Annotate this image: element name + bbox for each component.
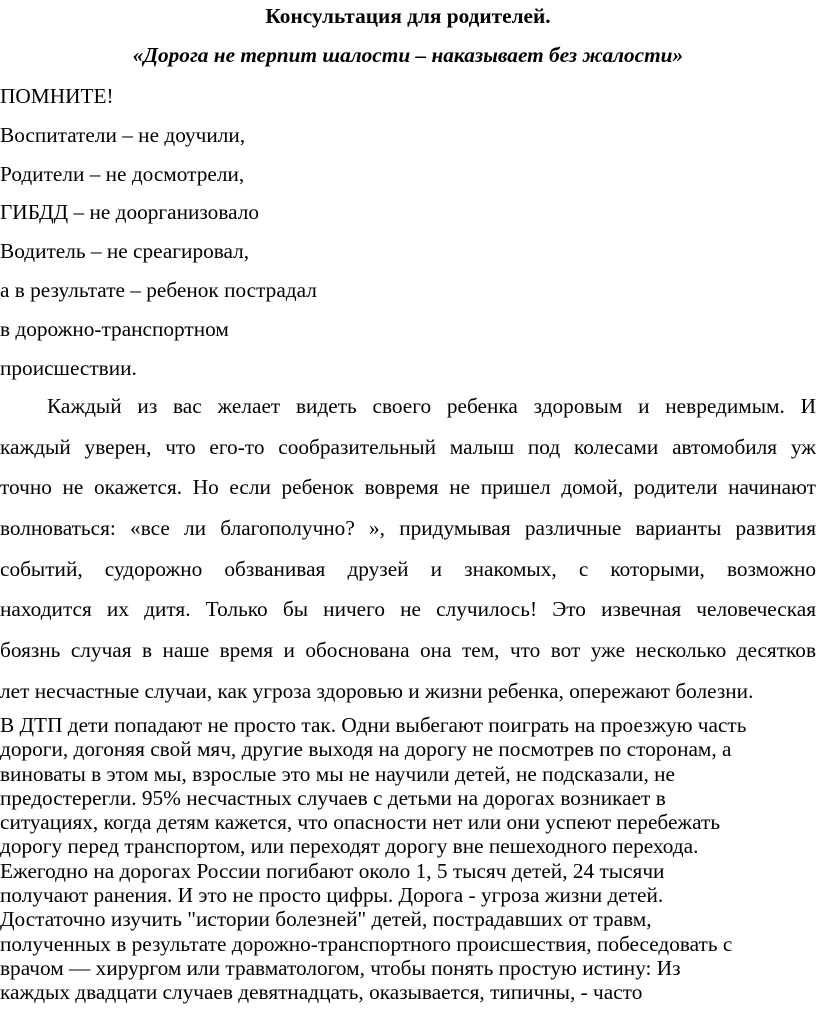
document-title: Консультация для родителей.	[265, 4, 551, 28]
paragraph-line: дороги, догоняя свой мяч, другие выходя на дорогу не посмотрев по сторонам, а	[0, 737, 732, 762]
document-subtitle: «Дорога не терпит шалости – наказывает без жалости»	[132, 43, 684, 67]
paragraph-line: получают ранения. И это не просто цифры. Дорога - угроза жизни детей.	[0, 883, 664, 908]
paragraph-line: лет несчастные случаи, как угроза здоровью и жизни ребенка, опережают болезни.	[0, 678, 754, 703]
paragraph-line: врачом — хирургом или травматологом, чтобы понять простую истину: Из	[0, 955, 681, 980]
paragraph-line: боязнь случая в наше время и обоснована она тем, что вот уже несколько десятков	[0, 638, 816, 663]
paragraph-1	[0, 391, 816, 717]
poem-line: происшествии.	[0, 355, 137, 380]
paragraph-line: волноваться: «все ли благополучно? », придумывая различные варианты развития	[0, 516, 816, 541]
poem-line: в дорожно-транспортном	[0, 316, 229, 341]
paragraph-line: находится их дитя. Только бы ничего не случилось! Это извечная человеческая	[0, 597, 816, 622]
poem-line: Родители – не досмотрели,	[0, 161, 245, 186]
paragraph-line: Ежегодно на дорогах России погибают около 1, 5 тысяч детей, 24 тысячи	[0, 858, 665, 883]
paragraph-line: событий, судорожно обзванивая друзей и знакомых, с которыми, возможно	[0, 556, 816, 581]
poem-line: ГИБДД – не доорганизовало	[0, 200, 260, 225]
paragraph-line: полученных в результате дорожно-транспортного происшествия, побеседовать с	[0, 931, 733, 956]
paragraph-line: Достаточно изучить "истории болезней" детей, пострадавших от травм,	[0, 907, 652, 932]
paragraph-line: каждых двадцати случаев девятнадцать, оказывается, типичны, - часто	[0, 980, 643, 1005]
poem-line: ПОМНИТЕ!	[0, 84, 114, 108]
poem-block	[0, 81, 317, 391]
paragraph-line: виноваты в этом мы, взрослые это мы не научили детей, не подсказали, не	[0, 761, 675, 786]
poem-line: Водитель – не среагировал,	[0, 239, 250, 264]
paragraph-line: Каждый из вас желает видеть своего ребенка здоровым и невредимым. И	[47, 394, 816, 418]
paragraph-line: предостерегли. 95% несчастных случаев с детьми на дорогах возникает в	[0, 785, 666, 810]
paragraph-line: В ДТП дети попадают не просто так. Одни выбегают поиграть на проезжую часть	[0, 713, 747, 737]
poem-line: а в результате – ребенок пострадал	[0, 277, 317, 302]
paragraph-line: ситуациях, когда детям кажется, что опасности нет или они успеют перебежать	[0, 810, 721, 835]
paragraph-2	[0, 713, 816, 1005]
paragraph-line: точно не окажется. Но если ребенок вовремя не пришел домой, родители начинают	[0, 475, 816, 500]
poem-line: Воспитатели – не доучили,	[0, 122, 246, 147]
paragraph-line: дорогу перед транспортом, или переходят дорогу вне пешеходного перехода.	[0, 834, 699, 859]
paragraph-line: каждый уверен, что его-то сообразительный малыш под колесами автомобиля уж	[0, 434, 816, 459]
